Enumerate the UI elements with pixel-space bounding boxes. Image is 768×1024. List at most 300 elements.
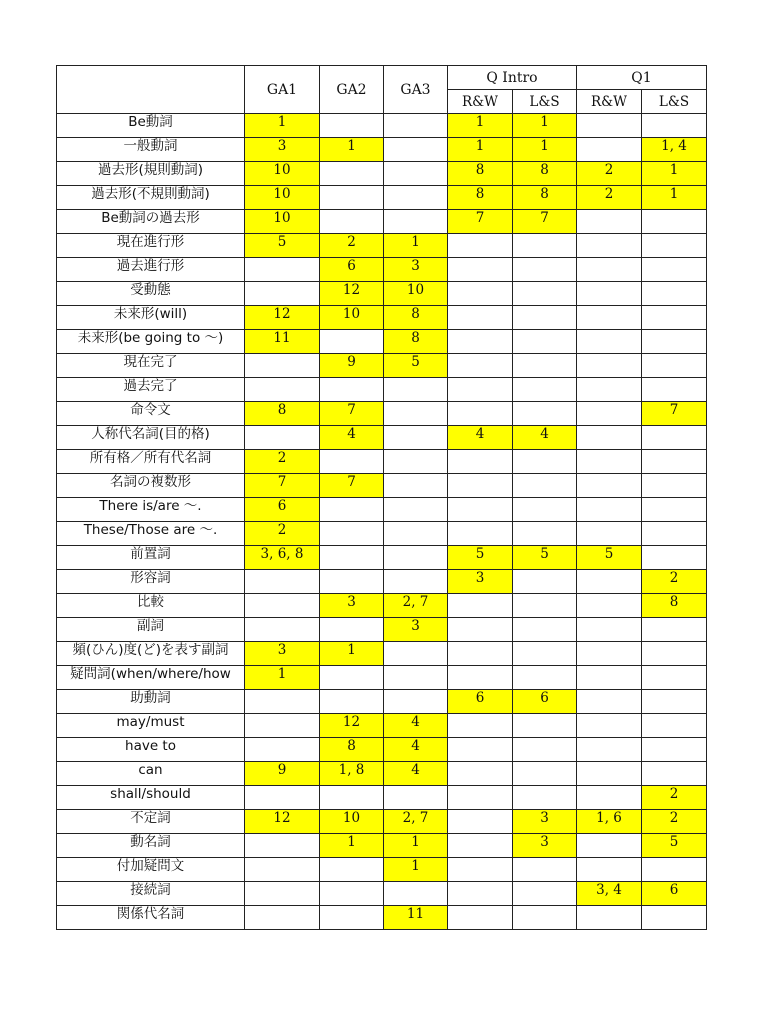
table-cell: 4 xyxy=(448,426,513,450)
table-cell: 4 xyxy=(513,426,577,450)
table-cell xyxy=(642,330,707,354)
table-row xyxy=(57,594,707,618)
table-cell: 12 xyxy=(320,282,384,306)
table-row xyxy=(57,114,707,138)
table-cell: 2 xyxy=(642,786,707,810)
row-label: There is/are 〜. xyxy=(57,498,245,522)
table-cell: 1 xyxy=(384,858,448,882)
corner-header-cell xyxy=(57,66,245,114)
table-cell xyxy=(577,738,642,762)
table-cell: 1 xyxy=(448,114,513,138)
table-cell xyxy=(642,378,707,402)
table-row xyxy=(57,258,707,282)
row-label: 過去進行形 xyxy=(57,258,245,282)
table-cell xyxy=(513,786,577,810)
table-cell xyxy=(448,762,513,786)
table-row xyxy=(57,906,707,930)
table-cell xyxy=(448,402,513,426)
table-cell xyxy=(245,426,320,450)
table-row xyxy=(57,738,707,762)
table-row xyxy=(57,714,707,738)
table-cell xyxy=(513,570,577,594)
row-label: 受動態 xyxy=(57,282,245,306)
table-cell: 6 xyxy=(448,690,513,714)
table-cell xyxy=(513,282,577,306)
table-cell xyxy=(245,378,320,402)
table-row xyxy=(57,402,707,426)
table-cell: 9 xyxy=(245,762,320,786)
row-label: 不定詞 xyxy=(57,810,245,834)
table-cell xyxy=(577,714,642,738)
subheader-q-intro-ls: L&S xyxy=(513,90,577,114)
table-cell: 5 xyxy=(577,546,642,570)
table-cell: 7 xyxy=(320,474,384,498)
table-cell xyxy=(513,306,577,330)
table-cell: 3 xyxy=(384,618,448,642)
table-cell: 8 xyxy=(448,162,513,186)
table-cell xyxy=(577,378,642,402)
table-cell xyxy=(448,306,513,330)
table-cell xyxy=(642,762,707,786)
table-cell: 10 xyxy=(320,810,384,834)
table-cell xyxy=(384,690,448,714)
table-cell xyxy=(320,378,384,402)
table-cell xyxy=(513,402,577,426)
table-cell: 10 xyxy=(384,282,448,306)
table-cell: 8 xyxy=(384,306,448,330)
table-cell xyxy=(245,690,320,714)
table-cell: 1 xyxy=(245,666,320,690)
table-cell: 8 xyxy=(513,162,577,186)
table-cell xyxy=(513,618,577,642)
table-row xyxy=(57,666,707,690)
row-label: 現在進行形 xyxy=(57,234,245,258)
table-cell xyxy=(384,546,448,570)
table-cell xyxy=(384,378,448,402)
table-cell xyxy=(384,522,448,546)
table-cell: 4 xyxy=(384,762,448,786)
table-cell xyxy=(642,906,707,930)
table-cell: 2, 7 xyxy=(384,810,448,834)
table-cell xyxy=(384,186,448,210)
row-label: 付加疑問文 xyxy=(57,858,245,882)
table-cell: 3 xyxy=(384,258,448,282)
table-cell: 8 xyxy=(245,402,320,426)
table-row xyxy=(57,426,707,450)
table-cell xyxy=(384,138,448,162)
row-label: 過去完了 xyxy=(57,378,245,402)
table-cell: 1 xyxy=(384,834,448,858)
table-cell xyxy=(577,690,642,714)
table-cell xyxy=(642,354,707,378)
table-cell xyxy=(513,234,577,258)
table-cell xyxy=(577,402,642,426)
row-label: 未来形(be going to 〜) xyxy=(57,330,245,354)
table-cell xyxy=(513,474,577,498)
header-ga3: GA3 xyxy=(384,66,448,114)
row-label: 副詞 xyxy=(57,618,245,642)
table-cell: 6 xyxy=(513,690,577,714)
row-label: can xyxy=(57,762,245,786)
table-cell xyxy=(577,522,642,546)
table-cell xyxy=(245,354,320,378)
table-cell: 3, 4 xyxy=(577,882,642,906)
table-cell xyxy=(320,570,384,594)
table-cell xyxy=(320,618,384,642)
row-label: 所有格／所有代名詞 xyxy=(57,450,245,474)
subheader-q1-rw: R&W xyxy=(577,90,642,114)
table-cell xyxy=(642,210,707,234)
table-cell xyxy=(448,786,513,810)
table-cell xyxy=(642,690,707,714)
table-cell: 1 xyxy=(448,138,513,162)
row-label: 接続詞 xyxy=(57,882,245,906)
table-cell: 10 xyxy=(245,210,320,234)
row-label: 頻(ひん)度(ど)を表す副詞 xyxy=(57,642,245,666)
table-cell xyxy=(577,618,642,642)
table-cell xyxy=(642,426,707,450)
table-cell xyxy=(384,426,448,450)
table-row xyxy=(57,186,707,210)
table-cell xyxy=(577,858,642,882)
table-cell xyxy=(320,114,384,138)
table-cell xyxy=(513,738,577,762)
row-label: 比較 xyxy=(57,594,245,618)
table-cell xyxy=(577,330,642,354)
table-row xyxy=(57,762,707,786)
table-cell: 11 xyxy=(384,906,448,930)
table-cell xyxy=(384,570,448,594)
table-cell xyxy=(384,474,448,498)
table-cell xyxy=(448,522,513,546)
header-ga1: GA1 xyxy=(245,66,320,114)
table-cell: 5 xyxy=(642,834,707,858)
table-cell xyxy=(642,474,707,498)
table-cell: 11 xyxy=(245,330,320,354)
table-row xyxy=(57,810,707,834)
table-cell xyxy=(513,498,577,522)
table-cell xyxy=(513,594,577,618)
row-label: shall/should xyxy=(57,786,245,810)
table-cell xyxy=(448,618,513,642)
table-cell: 5 xyxy=(513,546,577,570)
table-cell xyxy=(448,498,513,522)
table-cell: 3 xyxy=(513,810,577,834)
table-cell xyxy=(448,330,513,354)
row-label: have to xyxy=(57,738,245,762)
table-cell xyxy=(642,450,707,474)
table-cell: 1, 4 xyxy=(642,138,707,162)
table-cell: 6 xyxy=(320,258,384,282)
table-cell xyxy=(448,354,513,378)
table-cell: 8 xyxy=(642,594,707,618)
table-cell: 12 xyxy=(320,714,384,738)
table-row xyxy=(57,162,707,186)
table-cell: 2 xyxy=(577,162,642,186)
table-cell xyxy=(577,786,642,810)
table-cell: 3 xyxy=(245,642,320,666)
table-cell xyxy=(577,498,642,522)
table-cell xyxy=(577,906,642,930)
table-cell: 4 xyxy=(384,738,448,762)
table-cell xyxy=(513,714,577,738)
table-cell xyxy=(513,378,577,402)
table-cell xyxy=(513,522,577,546)
table-cell xyxy=(245,738,320,762)
table-cell: 2 xyxy=(245,522,320,546)
table-cell xyxy=(448,258,513,282)
table-cell xyxy=(448,882,513,906)
table-cell: 10 xyxy=(245,186,320,210)
table-row xyxy=(57,282,707,306)
table-cell xyxy=(577,450,642,474)
table-row xyxy=(57,690,707,714)
table-cell xyxy=(642,522,707,546)
table-cell: 4 xyxy=(320,426,384,450)
subheader-q1-ls: L&S xyxy=(642,90,707,114)
table-cell xyxy=(320,690,384,714)
table-cell xyxy=(513,906,577,930)
table-cell xyxy=(320,498,384,522)
table-cell xyxy=(245,882,320,906)
row-label: 疑問詞(when/where/how xyxy=(57,666,245,690)
table-cell xyxy=(448,594,513,618)
table-cell xyxy=(384,498,448,522)
table-cell xyxy=(245,834,320,858)
table-cell: 1 xyxy=(384,234,448,258)
table-cell: 7 xyxy=(513,210,577,234)
table-cell xyxy=(245,858,320,882)
table-cell xyxy=(577,834,642,858)
table-cell: 7 xyxy=(320,402,384,426)
table-cell: 7 xyxy=(448,210,513,234)
table-cell xyxy=(384,114,448,138)
table-cell: 1 xyxy=(245,114,320,138)
row-label: These/Those are 〜. xyxy=(57,522,245,546)
table-cell: 12 xyxy=(245,306,320,330)
table-cell xyxy=(320,210,384,234)
table-cell xyxy=(320,858,384,882)
table-cell xyxy=(448,474,513,498)
table-cell xyxy=(448,906,513,930)
table-row xyxy=(57,378,707,402)
table-cell: 2 xyxy=(642,810,707,834)
table-cell xyxy=(513,666,577,690)
table-cell xyxy=(642,738,707,762)
table-row xyxy=(57,858,707,882)
table-cell xyxy=(320,546,384,570)
table-cell: 1 xyxy=(642,162,707,186)
table-cell xyxy=(642,114,707,138)
row-label: 関係代名詞 xyxy=(57,906,245,930)
table-cell xyxy=(320,906,384,930)
row-label: 形容詞 xyxy=(57,570,245,594)
table-row xyxy=(57,642,707,666)
table-cell xyxy=(642,666,707,690)
grammar-coverage-table xyxy=(56,65,707,930)
row-label: 未来形(will) xyxy=(57,306,245,330)
table-row xyxy=(57,210,707,234)
table-cell xyxy=(245,570,320,594)
table-cell: 2 xyxy=(245,450,320,474)
table-cell xyxy=(245,258,320,282)
table-cell xyxy=(448,858,513,882)
row-label: 前置詞 xyxy=(57,546,245,570)
table-cell xyxy=(642,546,707,570)
table-cell xyxy=(513,642,577,666)
row-label: 動名詞 xyxy=(57,834,245,858)
table-cell: 3, 6, 8 xyxy=(245,546,320,570)
table-cell: 3 xyxy=(320,594,384,618)
table-row xyxy=(57,834,707,858)
table-cell xyxy=(577,426,642,450)
table-cell xyxy=(448,810,513,834)
table-cell xyxy=(642,858,707,882)
table-cell xyxy=(513,450,577,474)
row-label: 現在完了 xyxy=(57,354,245,378)
table-cell xyxy=(320,450,384,474)
table-header xyxy=(57,66,707,114)
table-cell xyxy=(245,594,320,618)
table-cell xyxy=(384,450,448,474)
table-cell xyxy=(320,882,384,906)
table-cell xyxy=(642,618,707,642)
table-cell xyxy=(245,906,320,930)
table-cell xyxy=(448,738,513,762)
table-cell xyxy=(320,162,384,186)
table-cell xyxy=(448,666,513,690)
table-cell xyxy=(384,402,448,426)
table-cell xyxy=(642,258,707,282)
table-cell xyxy=(513,330,577,354)
table-cell xyxy=(577,570,642,594)
row-label: 人称代名詞(目的格) xyxy=(57,426,245,450)
table-row xyxy=(57,882,707,906)
table-row xyxy=(57,546,707,570)
table-row xyxy=(57,474,707,498)
table-cell xyxy=(448,714,513,738)
table-row xyxy=(57,786,707,810)
table-cell: 5 xyxy=(245,234,320,258)
row-label: 一般動詞 xyxy=(57,138,245,162)
table-cell xyxy=(513,858,577,882)
table-cell xyxy=(577,642,642,666)
table-cell: 1 xyxy=(642,186,707,210)
table-cell xyxy=(642,498,707,522)
table-cell: 5 xyxy=(384,354,448,378)
table-cell: 2 xyxy=(642,570,707,594)
table-cell: 2 xyxy=(320,234,384,258)
table-cell xyxy=(384,162,448,186)
header-ga2: GA2 xyxy=(320,66,384,114)
table-cell: 1 xyxy=(320,642,384,666)
table-cell xyxy=(320,786,384,810)
table-cell xyxy=(448,234,513,258)
table-row xyxy=(57,330,707,354)
table-cell xyxy=(384,882,448,906)
row-label: 過去形(不規則動詞) xyxy=(57,186,245,210)
table-cell xyxy=(577,282,642,306)
table-cell xyxy=(577,138,642,162)
table-cell xyxy=(577,474,642,498)
table-cell xyxy=(577,762,642,786)
table-cell: 1 xyxy=(320,138,384,162)
table-cell xyxy=(448,282,513,306)
table-cell xyxy=(577,594,642,618)
table-cell xyxy=(577,666,642,690)
table-cell: 5 xyxy=(448,546,513,570)
table-cell xyxy=(448,834,513,858)
header-q1: Q1 xyxy=(577,66,707,90)
table-cell xyxy=(642,714,707,738)
table-cell xyxy=(384,642,448,666)
table-cell xyxy=(577,210,642,234)
table-cell xyxy=(245,618,320,642)
table-cell xyxy=(577,258,642,282)
table-cell: 8 xyxy=(513,186,577,210)
table-cell: 3 xyxy=(245,138,320,162)
table-cell xyxy=(320,330,384,354)
table-cell: 7 xyxy=(642,402,707,426)
table-cell xyxy=(577,234,642,258)
table-cell xyxy=(513,354,577,378)
table-cell: 1 xyxy=(513,114,577,138)
table-cell: 1, 6 xyxy=(577,810,642,834)
table-cell: 1 xyxy=(513,138,577,162)
table-cell xyxy=(513,762,577,786)
table-row xyxy=(57,498,707,522)
table-cell xyxy=(320,666,384,690)
table-cell xyxy=(642,642,707,666)
table-cell xyxy=(642,306,707,330)
table-cell xyxy=(577,354,642,378)
table-cell: 4 xyxy=(384,714,448,738)
table-cell: 10 xyxy=(320,306,384,330)
row-label: Be動詞の過去形 xyxy=(57,210,245,234)
table-body xyxy=(57,114,707,930)
table-cell: 2, 7 xyxy=(384,594,448,618)
row-label: 命令文 xyxy=(57,402,245,426)
table-cell: 8 xyxy=(384,330,448,354)
table-cell xyxy=(577,306,642,330)
table-cell: 6 xyxy=(642,882,707,906)
table-cell: 7 xyxy=(245,474,320,498)
table-cell xyxy=(245,786,320,810)
table-cell xyxy=(642,234,707,258)
table-cell xyxy=(642,282,707,306)
table-cell xyxy=(448,378,513,402)
row-label: may/must xyxy=(57,714,245,738)
table-cell xyxy=(245,714,320,738)
table-cell: 8 xyxy=(320,738,384,762)
table-cell xyxy=(320,186,384,210)
table-row xyxy=(57,450,707,474)
table-cell xyxy=(384,666,448,690)
table-cell xyxy=(513,258,577,282)
table-cell xyxy=(513,882,577,906)
header-q-intro: Q Intro xyxy=(448,66,577,90)
table-cell xyxy=(384,786,448,810)
subheader-q-intro-rw: R&W xyxy=(448,90,513,114)
table-cell: 3 xyxy=(448,570,513,594)
table-cell: 6 xyxy=(245,498,320,522)
table-cell xyxy=(448,450,513,474)
table-row xyxy=(57,570,707,594)
table-row xyxy=(57,306,707,330)
table-cell: 3 xyxy=(513,834,577,858)
table-cell xyxy=(448,642,513,666)
table-row xyxy=(57,618,707,642)
